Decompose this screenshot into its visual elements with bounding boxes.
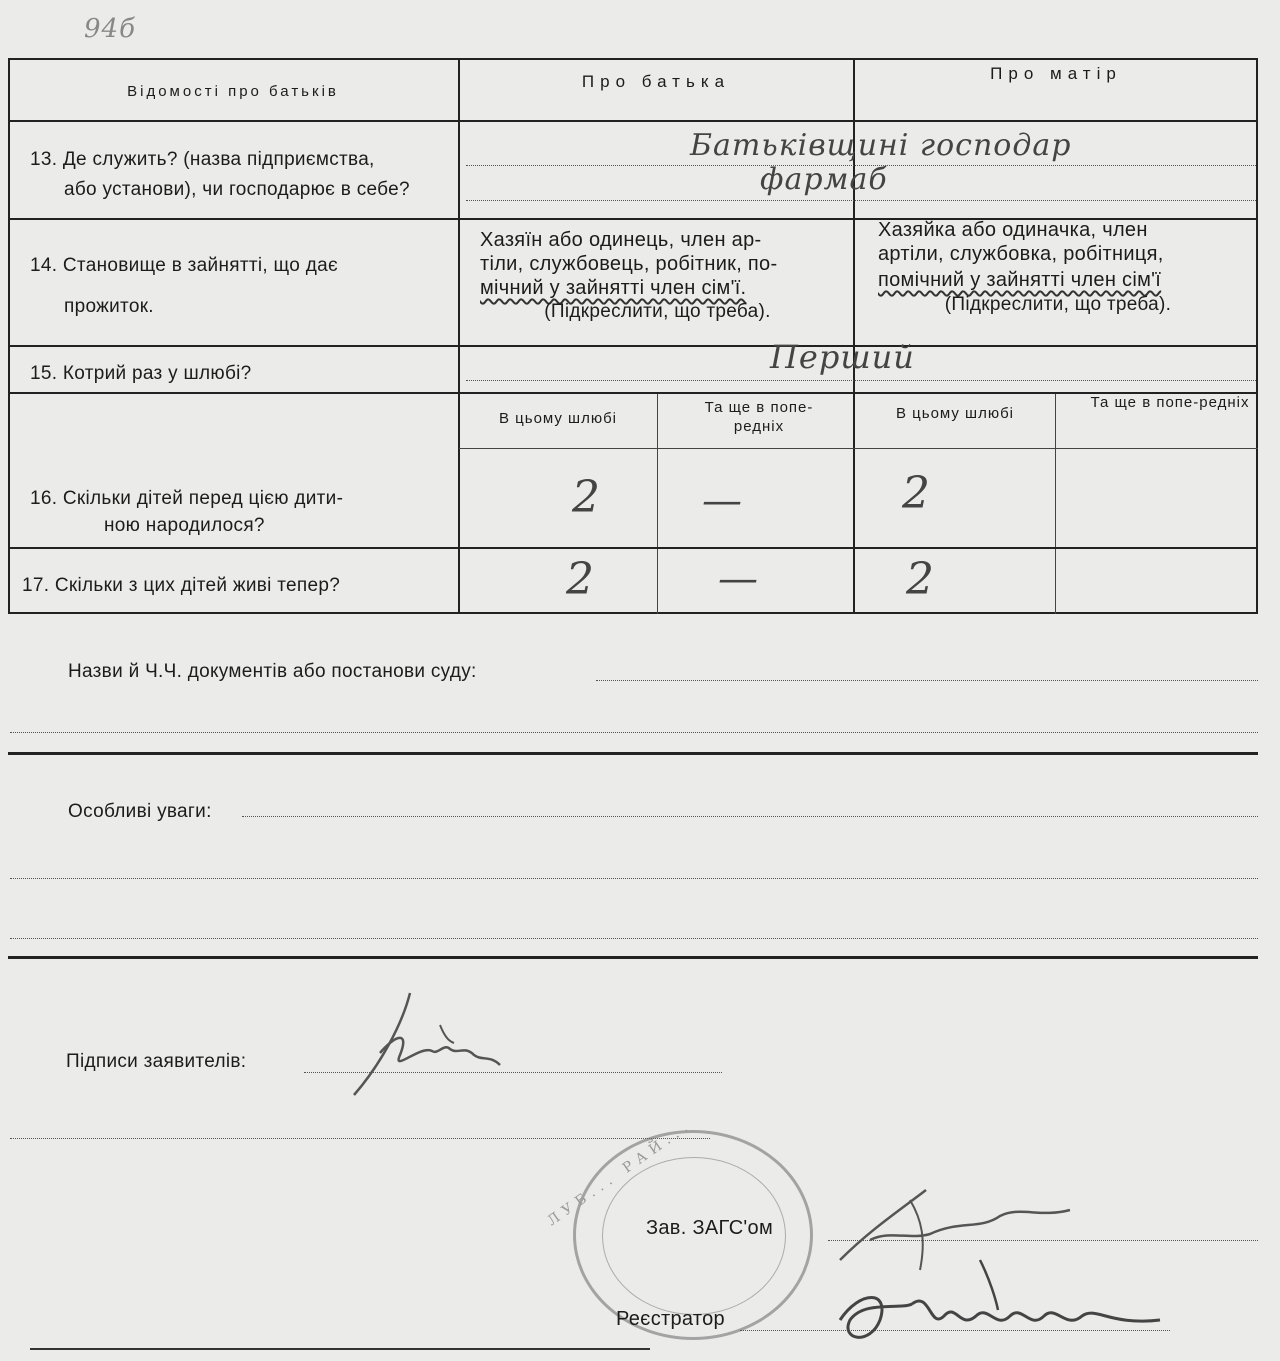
row16-mother-current: 2: [902, 468, 931, 519]
row13-fill-line-2: [466, 200, 1256, 201]
documents-fill-line-2: [10, 732, 1258, 733]
row14-father-line4: (Підкреслити, що треба).: [544, 301, 771, 322]
row15-fill-line: [466, 380, 1256, 381]
remarks-fill-line-3: [10, 938, 1258, 939]
row17-father-current: 2: [566, 554, 595, 605]
registrar-signature: [820, 1250, 1180, 1355]
row14-father-line3: мічний у зайнятті член сім'ї.: [480, 277, 747, 299]
row14-label-line2: прожиток.: [64, 296, 154, 317]
row16-father-current: 2: [572, 472, 601, 523]
documents-rule: [8, 752, 1258, 755]
row13-label-line1: 13. Де служить? (назва підприємства,: [30, 149, 375, 170]
subheader-father-previous: Та ще в попе-редніх: [704, 399, 814, 435]
row17-mother-current: 2: [906, 554, 935, 605]
subheader-mother-current: В цьому шлюбі: [895, 405, 1015, 422]
row-divider-14: [8, 345, 1258, 347]
header-mother: Про матір: [990, 64, 1122, 83]
applicant-signature: [340, 985, 510, 1105]
bottom-rule: [30, 1348, 650, 1350]
header-father: Про батька: [581, 72, 731, 91]
row13-value-line2: фармаб: [760, 162, 888, 197]
row-divider-15: [8, 392, 1258, 394]
row16-father-previous: —: [702, 478, 743, 524]
remarks-fill-line-1: [242, 816, 1258, 817]
subheader-mother-previous: Та ще в попе-редніх: [1090, 394, 1250, 411]
registrar-label: Реєстратор: [616, 1308, 725, 1330]
row17-father-previous: —: [718, 556, 759, 602]
row16-label-line2: ною народилося?: [104, 515, 265, 536]
remarks-label: Особливі уваги:: [68, 801, 212, 822]
col-divider-mother-sub: [1055, 393, 1056, 614]
row-divider-16-sub: [459, 448, 1258, 449]
signatures-fill-line-2: [10, 1138, 710, 1139]
row15-value: Перший: [770, 338, 915, 376]
row-divider-16: [8, 547, 1258, 549]
stamp-text: ЛУБ... РАЙ...: [544, 1116, 696, 1230]
remarks-rule: [8, 956, 1258, 959]
documents-fill-line-1: [596, 680, 1258, 681]
row14-mother-line2: артіли, службовка, робітниця,: [878, 243, 1164, 265]
remarks-fill-line-2: [10, 878, 1258, 879]
header-info: Відомості про батьків: [127, 83, 339, 100]
row14-mother-line4: (Підкреслити, що треба).: [944, 294, 1172, 315]
row14-mother-line1: Хазяйка або одиначка, член: [878, 219, 1148, 241]
subheader-father-current: В цьому шлюбі: [498, 410, 618, 427]
row14-mother-line3: помічний у зайнятті член сім'ї: [878, 269, 1162, 291]
row14-father-line2: тіли, службовець, робітник, по-: [480, 253, 778, 275]
signatures-label: Підписи заявителів:: [66, 1051, 247, 1072]
row-divider-header: [8, 120, 1258, 122]
row17-label: 17. Скільки з цих дітей живі тепер?: [22, 575, 341, 596]
col-divider-1: [458, 58, 460, 614]
documents-label: Назви й Ч.Ч. документів або постанови суду:: [68, 661, 477, 682]
zags-head-label: Зав. ЗАГС'ом: [646, 1217, 774, 1239]
row14-label-line1: 14. Становище в зайнятті, що дає: [30, 255, 338, 276]
row15-label: 15. Котрий раз у шлюбі?: [30, 363, 252, 384]
archive-mark: 94б: [84, 14, 136, 44]
row13-label-line2: або установи), чи господарює в себе?: [64, 179, 410, 200]
row16-label-line1: 16. Скільки дітей перед цією дити-: [30, 488, 344, 509]
row13-value-line1: Батьківщині господар: [690, 128, 1072, 163]
col-divider-father-sub: [657, 393, 658, 614]
row14-father-line1: Хазяїн або одинець, член ар-: [480, 229, 762, 251]
